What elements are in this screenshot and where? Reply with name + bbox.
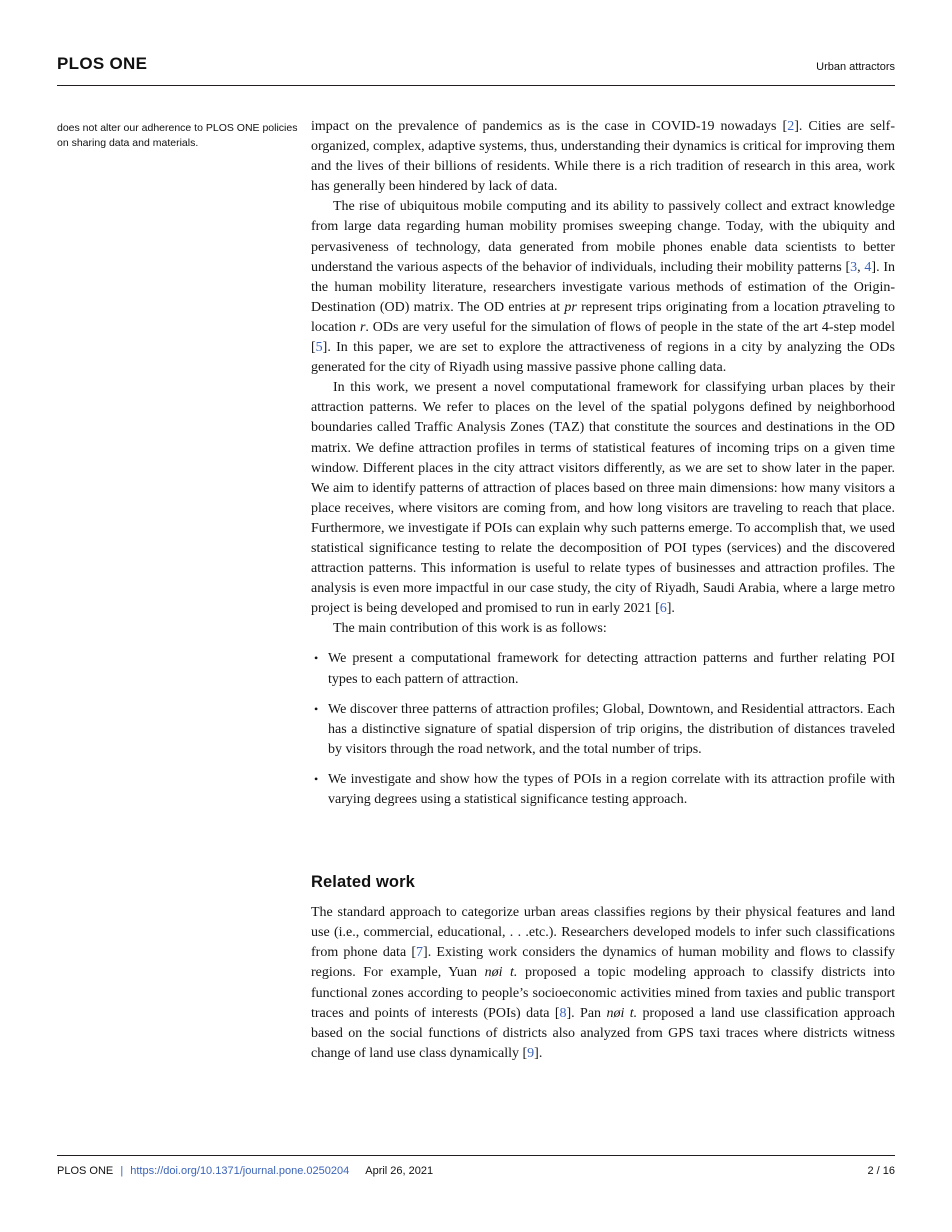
bullet-icon: • [314, 651, 319, 666]
paragraph [311, 117, 895, 197]
text-run: ]. Cities are self-organized, complex, adaptive systems, thus, understanding their dynamics is critical for improving them and the lives of their billions of residents. While there is a rich tradition of research in this area, work has generally been hindered by lack of data. [311, 119, 896, 195]
journal-logo: PLOS ONE [57, 54, 148, 73]
text-run: impact on the prevalence of pandemics as is the case in COVID-19 nowadays [ [311, 119, 788, 134]
header-rule [57, 85, 895, 86]
text-run: represent trips originating from a location [576, 299, 824, 315]
italic-text: nøi t. [484, 965, 518, 981]
footer-rule [57, 1155, 895, 1156]
footer-citation [57, 1165, 433, 1177]
margin-note [57, 121, 303, 151]
text-run: , [857, 259, 865, 275]
paragraph [311, 619, 895, 639]
text-run: ]. In the human mobility literature, researchers investigate various methods of estimation of the Origin-Destination (OD) matrix. The OD entries at [311, 259, 895, 315]
text-run: traveling to location [311, 299, 896, 335]
text-run: We investigate and show how the types of POIs in a region correlate with its attraction profile with varying degrees using a statistical significance testing approach. [328, 771, 895, 807]
citation-link[interactable]: 4 [864, 259, 872, 275]
running-title: Urban attractors [816, 61, 895, 73]
citation-link[interactable]: 2 [787, 119, 795, 134]
page-number: 2 / 16 [867, 1165, 895, 1177]
article-body [311, 117, 895, 1064]
citation-link[interactable]: 3 [850, 259, 858, 275]
citation-link[interactable]: 8 [559, 1005, 567, 1021]
bullet-icon: • [314, 701, 319, 716]
contribution-item [311, 649, 895, 689]
text-run: proposed a land use classification approach based on the social functions of districts also analyzed from GPS taxi traces where districts witness change of land use class dynamically [ [311, 1005, 896, 1061]
text-run: The standard approach to categorize urban areas classifies regions by their physical features and land use (i.e., commercial, educational, . . .etc.). Researchers developed models to infer such classifications from phone data [ [311, 905, 895, 961]
italic-text: pr [564, 299, 577, 315]
text-run: ]. [534, 1045, 543, 1061]
citation-link[interactable]: 5 [315, 340, 323, 356]
italic-text: p [823, 299, 831, 315]
text-run: In this work, we present a novel computational framework for classifying urban places by their attraction patterns. We refer to places on the level of the spatial polygons defined by neighborhood boundaries called Traffic Analysis Zones (TAZ) that constitute the sources and destinations in the OD matrix. We define attraction profiles in terms of statistical features of incoming trips on a given time window. Different places in the city attract visitors differently, as we are set to show later in the paper. We aim to identify patterns of attraction of places based on three main dimensions: how many visitors a place receives, where visitors are coming from, and how long visitors are traveling to reach that place. Furthermore, we investigate if POIs can explain why such patterns emerge. To accomplish that, we used statistical significance testing to relate the decomposition of POI types (services) and the discovered attraction patterns. This information is useful to relate types of businesses and attraction profiles. The analysis is even more impactful in our case study, the city of Riyadh, Saudi Arabia, where a large metro project is being developed and promised to run in early 2021 [ [311, 380, 895, 617]
text-run: ]. In this paper, we are set to explore the attractiveness of regions in a city by analyzing the ODs generated for the city of Riyadh using massive passive phone calling data. [311, 340, 895, 376]
margin-note-line: does not alter our adherence to PLOS ONE policies [57, 122, 298, 134]
bullet-icon: • [314, 771, 319, 786]
margin-note-line: on sharing data and materials. [57, 137, 199, 150]
paragraph [311, 378, 895, 619]
text-run: The rise of ubiquitous mobile computing and its ability to passively collect and extract knowledge from large data regarding human mobility promises sweeping change. Today, with the ubiquity and pervasiveness of technology, data generated from mobile phones enable data scientists to better understand the various aspects of the behavior of individuals, including their mobility patterns [ [311, 199, 895, 275]
citation-link[interactable]: 9 [527, 1045, 535, 1061]
citation-link[interactable]: 6 [659, 601, 667, 617]
footer-journal: PLOS ONE [57, 1165, 114, 1177]
text-run: . ODs are very useful for the simulation of flows of people in the state of the art 4-step model [ [311, 319, 895, 356]
text-run: proposed a topic modeling approach to classify districts into functional zones according to people’s socioeconomic activities mined from taxies and public transport traces and points of interests (POIs) data [ [311, 965, 895, 1021]
text-run: ]. [666, 601, 675, 617]
italic-text: nøi t. [606, 1005, 638, 1021]
footer-separator: | [120, 1165, 124, 1177]
doi-link[interactable]: https://doi.org/10.1371/journal.pone.0250204 [130, 1165, 350, 1177]
text-run: We present a computational framework for detecting attraction patterns and further relating POI types to each pattern of attraction. [328, 651, 895, 687]
citation-link[interactable]: 7 [416, 945, 424, 961]
text-run: ]. Existing work considers the dynamics of human mobility and flows to classify regions. For example, Yuan [311, 945, 895, 981]
text-run: ]. Pan [566, 1005, 607, 1021]
text-run: We discover three patterns of attraction profiles; Global, Downtown, and Residential attractors. Each has a distinctive signature of spatial dispersion of trip origins, the distribution of distances traveled by visitors through the road network, and the total number of trips. [328, 701, 895, 757]
footer-date: April 26, 2021 [365, 1165, 434, 1177]
section-heading: Related work [311, 873, 415, 892]
contribution-item [311, 700, 895, 760]
contribution-list [311, 649, 895, 810]
italic-text: r [359, 319, 366, 335]
paragraph [311, 197, 895, 378]
contribution-item [311, 770, 895, 810]
text-run: The main contribution of this work is as follows: [333, 621, 607, 637]
paragraph [311, 903, 895, 1064]
